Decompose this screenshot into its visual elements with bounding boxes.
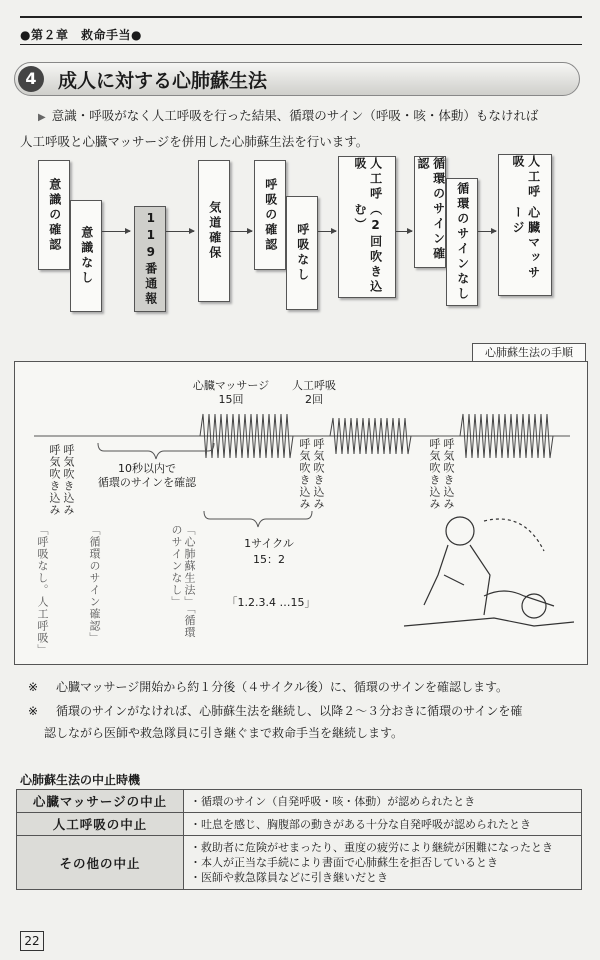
blow-label-2a: 呼気吹き込み [298,438,311,510]
flow-box-no-circulation: 循環のサインなし [446,178,478,306]
note-1 [20,676,586,698]
stop-value: ・循環のサイン（自発呼吸・咳・体動）が認められたとき [184,790,582,813]
count-label: 「1.2.3.4 …15」 [226,596,316,609]
intro-paragraph [20,104,586,154]
note-mark: ※ [28,680,39,694]
stop-key: 心臓マッサージの中止 [17,790,184,813]
stop-value: ・救助者に危険がせまったり、重度の疲労により継続が困難になったとき [190,841,553,854]
cm-count: 15回 [218,393,244,406]
flow-arrow [102,231,130,232]
blow-label-3a: 呼気吹き込み [428,438,441,510]
stop-value-multi [184,836,582,890]
stop-table-title: 心肺蘇生法の中止時機 [20,773,141,787]
section-number: 4 [18,66,44,92]
cycle-brace [204,511,312,527]
quote-cpr-no-circulation: 「心肺蘇生法」「循環のサインなし」 [170,524,196,639]
intro-line-2: 人工呼吸と心臓マッサージを併用した心肺蘇生法を行います。 [20,134,369,149]
flow-box-unconscious: 意識なし [70,200,102,312]
stop-value: ・吐息を感じ、胸腹部の動きがある十分な自発呼吸が認められたとき [184,813,582,836]
flow-box-cpr-label-1: 人工呼吸 [511,155,541,200]
flow-arrow [396,231,412,232]
stop-key: その他の中止 [17,836,184,890]
header-rule-bottom [20,44,582,45]
rescuer-body [424,545,490,615]
flow-arrow [230,231,252,232]
stop-value: ・医師や救急隊員などに引き継いだとき [190,871,388,884]
check-brace [98,443,214,459]
procedure-label: 心肺蘇生法の手順 [472,343,586,363]
rescuer-head [446,517,474,545]
flow-box-breathing-check: 呼吸の確認 [254,160,286,270]
note-2-text-2: 認しながら医師や救急隊員に引き継ぐまで救命手当を継続します。 [44,726,404,740]
ar-label: 人工呼吸 [292,379,336,392]
bullet-triangle-icon: ▶ [38,112,46,123]
table-row [17,836,582,890]
table-row [17,813,582,836]
flow-arrow [166,231,194,232]
flow-box-cpr [498,154,552,296]
quote-no-breathing: 「呼吸なし。人工呼吸」 [36,524,49,656]
section-title: 成人に対する心肺蘇生法 [58,70,268,92]
dash-arc [484,519,544,551]
flow-box-circulation-check: 循環のサイン確認 [414,156,446,268]
blow-label-3b: 呼気吹き込み [442,438,455,510]
flow-arrow [478,231,496,232]
stop-table [16,789,582,890]
blow-label-2b: 呼気吹き込み [312,438,325,510]
victim-head [522,594,546,618]
table-row [17,790,582,813]
quote-circulation-check: 「循環のサイン確認」 [88,524,101,644]
flow-box-rescue-breaths [338,156,396,298]
intro-line-1: 意識・呼吸がなく人工呼吸を行った結果、循環のサイン（呼吸・咳・体動）もなければ [51,108,539,123]
stop-value: ・本人が正当な手続により書面で心肺蘇生を拒否しているとき [190,856,498,869]
page-number: 22 [20,931,44,951]
ar-count: 2回 [305,393,323,406]
note-1-text: 心臓マッサージ開始から約１分後（４サイクル後）に、循環のサインを確認します。 [56,680,509,694]
flow-box-no-breathing: 呼吸なし [286,196,318,310]
flow-box-rescue-breaths-note: （2回吹き込む） [353,203,383,296]
flow-box-call-119: 119番通報 [134,206,166,312]
note-2-text-1: 循環のサインがなければ、心肺蘇生法を継続し、以降２～３分おきに循環のサインを確 [56,704,523,718]
flow-box-cpr-label-2: 心臓マッサージ [511,205,541,281]
flow-box-rescue-breaths-label: 人工呼吸 [353,157,383,202]
compression-wave-3 [460,414,553,458]
blow-label-1a: 呼気吹き込み [48,444,61,516]
chapter-header: ●第２章 救命手当● [20,28,142,42]
flow-box-airway: 気道確保 [198,160,230,302]
rescuer-illustration [404,517,574,626]
header-rule-top [20,16,582,18]
note-2 [20,700,586,744]
stop-key: 人工呼吸の中止 [17,813,184,836]
note-mark: ※ [28,704,39,718]
flow-arrow [318,231,336,232]
cycle-label: 1サイクル [244,537,294,550]
compression-wave-1 [200,414,293,458]
flow-box-consciousness-check: 意識の確認 [38,160,70,270]
cm-label: 心臓マッサージ [192,379,270,392]
victim-body [404,591,574,626]
blow-label-1b: 呼気吹き込み [62,444,75,516]
circulation-check-window: 10秒以内で 循環のサインを確認 [97,462,197,489]
cycle-ratio: 15：2 [253,553,285,566]
